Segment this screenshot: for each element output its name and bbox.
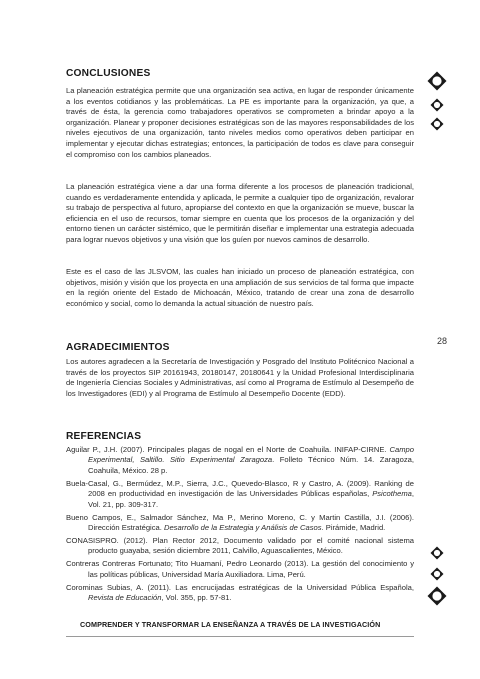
section-title-referencias: REFERENCIAS [66, 431, 142, 442]
reference-item: Bueno Campos, E., Salmador Sánchez, Ma P., Merino Moreno, C. y Martin Castilla, J.I. (2006). Dirección Estratégica. Desarrollo de la Estrategia y Análisis de Casos. Pirámide, Madrid. [66, 512, 414, 533]
diamond-ring-ornament-icon [427, 71, 447, 91]
agradecimientos-paragraph: Los autores agradecen a la Secretaría de Investigación y Posgrado del Instituto Politécnico Nacional a través de los proyectos SIP 20161943, 20180147, 20180641 y la Unidad Profesional Interdisciplinaria de Ingeniería Ciencias Sociales y Administrativas, así como al Programa de Estímulo al Desempeño de los Investigadores (EDI) y al Programa de Estímulo al Desempeño Docente (EDD). [66, 357, 414, 398]
page-footer: COMPRENDER Y TRANSFORMAR LA ENSEÑANZA A TRAVÉS DE LA INVESTIGACIÓN [80, 620, 381, 629]
conclusiones-paragraph-2: La planeación estratégica viene a dar una forma diferente a los procesos de planeación tradicional, cuando es verdaderamente entendida y aplicada, le permite a cualquier tipo de organización, revalorar su trabajo de perspectiva al futuro, apropiarse del contexto en que la organización se mueve, buscar la eficiencia en el uso de recursos, tomar siempre en cuenta que los procesos de la organización y del entorno tienen un carácter sistémico, que le permitirán diseñar e implementar una estrategia adecuada para lograr nuevos objetivos y una visión que los guíen por nuevos caminos de desarrollo. [66, 182, 414, 244]
page-number: 28 [437, 336, 448, 346]
reference-item: Aguilar P., J.H. (2007). Principales plagas de nogal en el Norte de Coahuila. INIFAP-CIRNE. Campo Experimental, Saltillo. Sitio Experimental Zaragoza. Folleto Técnico Núm. 14. Zaragoza, Coahuila, México. 28 p. [66, 445, 414, 475]
section-title-agradecimientos: AGRADECIMIENTOS [66, 342, 170, 353]
diamond-ring-ornament-icon [430, 98, 444, 112]
diamond-ring-ornament-icon [430, 546, 444, 560]
reference-list [66, 445, 414, 606]
diamond-ring-ornament-icon [427, 586, 447, 606]
reference-item: Contreras Contreras Fortunato; Tito Huamaní, Pedro Leonardo (2013). La gestión del conocimiento y las políticas públicas, Universidad María Auxiliadora. Lima, Perú. [66, 559, 414, 579]
diamond-ring-ornament-icon [430, 567, 444, 581]
conclusiones-paragraph-1: La planeación estratégica permite que una organización sea activa, en lugar de responder únicamente a los eventos cotidianos y las problemáticas. La PE es importante para la organización, ya que, a través de ésta, la gerencia como trabajadores operativos se comprometen a brindar apoyo a la organización. Planear y proponer decisiones estratégicas son de las mayores responsabilidades de los niveles ejecutivos de una organización, tanto niveles medios como operativos deben participar en implementar y ejecutar dichas estrategias; entonces, la participación de todos es clave para conseguir el compromiso con los cambios planeados. [66, 86, 414, 159]
footer-rule [66, 636, 414, 637]
section-title-conclusiones: CONCLUSIONES [66, 68, 151, 79]
reference-item: Buela-Casal, G., Bermúdez, M.P., Sierra, J.C., Quevedo-Blasco, R y Castro, A. (2009). Ranking de 2008 en productividad en investigación de las Universidades Públicas españolas, Psicothema, Vol. 21, pp. 309-317. [66, 478, 414, 509]
reference-item: CONASISPRO. (2012). Plan Rector 2012, Documento validado por el comité nacional sistema producto guayaba, sesión diciembre 2011, Calvillo, Aguascalientes, México. [66, 536, 414, 556]
conclusiones-paragraph-3: Este es el caso de las JLSVOM, las cuales han iniciado un proceso de planeación estratégica, con objetivos, misión y visión que los proyecta en una ampliación de sus servicios de tal forma que impacte en la región oriente del Estado de Michoacán, México, tratando de crear una zona de desarrollo económico y social, como lo demanda la actual situación de nuestro país. [66, 267, 414, 308]
diamond-ring-ornament-icon [430, 117, 444, 131]
reference-item: Corominas Subias, A. (2011). Las encrucijadas estratégicas de la Universidad Pública Española, Revista de Educación, Vol. 355, pp. 57-81. [66, 582, 414, 603]
